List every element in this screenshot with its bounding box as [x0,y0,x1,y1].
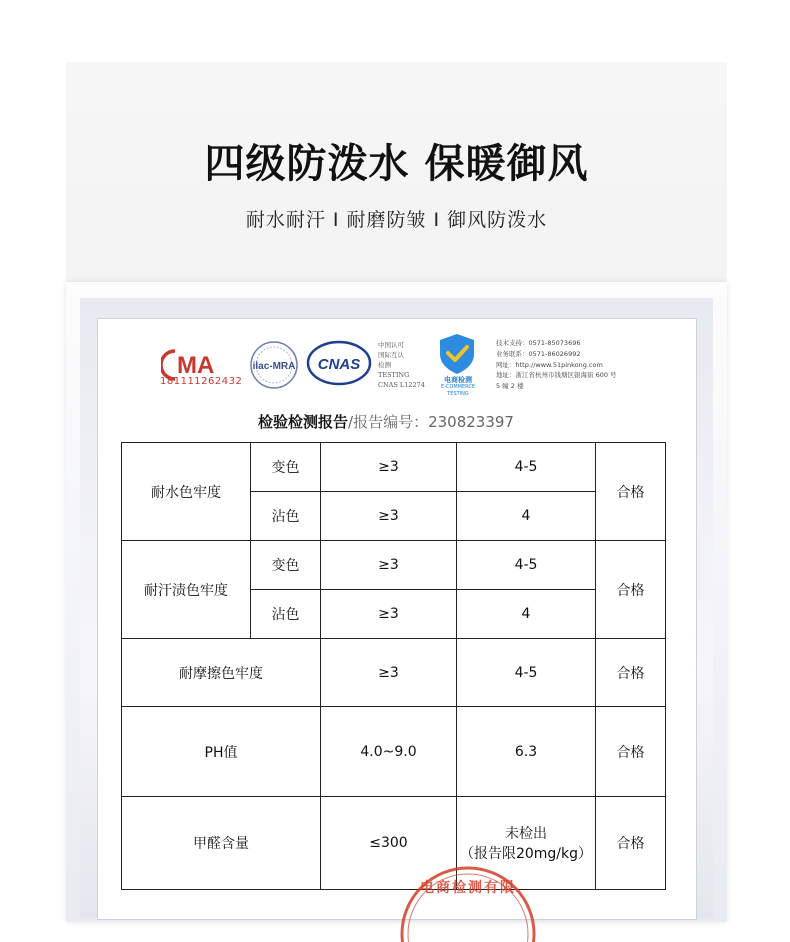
result: 合格 [596,541,666,639]
test-name: PH值 [122,707,321,797]
result: 合格 [596,639,666,707]
contact-line: 网址：http://www.51pinkong.com [496,360,603,369]
cnas-line: CNAS L12274 [378,381,425,389]
report-number-label: /报告编号： [348,413,429,431]
ecommerce-testing-label [431,377,485,398]
result: 合格 [596,707,666,797]
cnas-accreditation-text [378,340,425,390]
ecom-title: 电商检测 [444,376,472,384]
standard: ≥3 [321,492,457,541]
cnas-line: 中国认可 [378,341,404,349]
measured-value: 4 [457,590,596,639]
measured-value: 4 [457,492,596,541]
test-name: 甲醛含量 [122,797,321,890]
value-line: 未检出 [505,826,547,842]
standard: ≥3 [321,541,457,590]
measured-value: 6.3 [457,707,596,797]
cnas-line: 检测 [378,361,391,369]
table-row [122,797,666,890]
result: 合格 [596,797,666,890]
report-number: 230823397 [428,413,514,431]
standard: ≥3 [321,443,457,492]
page-subtitle: 耐水耐汗 I 耐磨防皱 I 御风防泼水 [245,209,548,231]
table-row [122,541,666,590]
sub-item: 沾色 [251,492,321,541]
cnas-logo-text: CNAS [317,356,361,373]
cma-logo-text: MA [177,352,215,379]
report-title: 检验检测报告 [258,413,349,431]
test-name: 耐汗渍色牢度 [122,541,251,639]
contact-line: 地址：浙江省杭州市钱塘区银海街 600 号 [496,371,617,380]
ilac-logo-text: ilac-MRA [252,361,296,372]
measured-value: 4-5 [457,541,596,590]
contact-line: 业务联系：0571-86026992 [496,349,581,358]
sub-item: 变色 [251,541,321,590]
test-name: 耐水色牢度 [122,443,251,541]
measured-value: 4-5 [457,639,596,707]
cma-number: 181111262432 [160,376,243,387]
sub-item: 沾色 [251,590,321,639]
report-header [258,411,514,432]
standard: 4.0~9.0 [321,707,457,797]
contact-line: 5 幢 2 楼 [496,382,524,391]
table-row [122,639,666,707]
page-title: 四级防泼水 保暖御风 [204,141,589,187]
value-line: （报告限20mg/kg） [459,846,593,862]
result: 合格 [596,443,666,541]
cnas-logo-icon [306,340,372,386]
ecom-sub: E-COMMERCE TESTING [440,384,476,397]
standard: ≤300 [321,797,457,890]
test-name: 耐摩擦色牢度 [122,639,321,707]
standard: ≥3 [321,590,457,639]
sub-item: 变色 [251,443,321,492]
stamp-text: 电商检测有限 [420,880,516,896]
standard: ≥3 [321,639,457,707]
cnas-line: 国际互认 [378,351,404,359]
contact-info [496,338,617,392]
contact-line: 技术支持：0571-85073696 [496,339,581,347]
table-row [122,443,666,492]
table-row [122,707,666,797]
test-results-table [121,442,666,890]
cnas-line: TESTING [378,371,410,379]
ilac-mra-logo-icon [249,340,299,390]
measured-value: 4-5 [457,443,596,492]
official-stamp-icon [398,862,538,942]
